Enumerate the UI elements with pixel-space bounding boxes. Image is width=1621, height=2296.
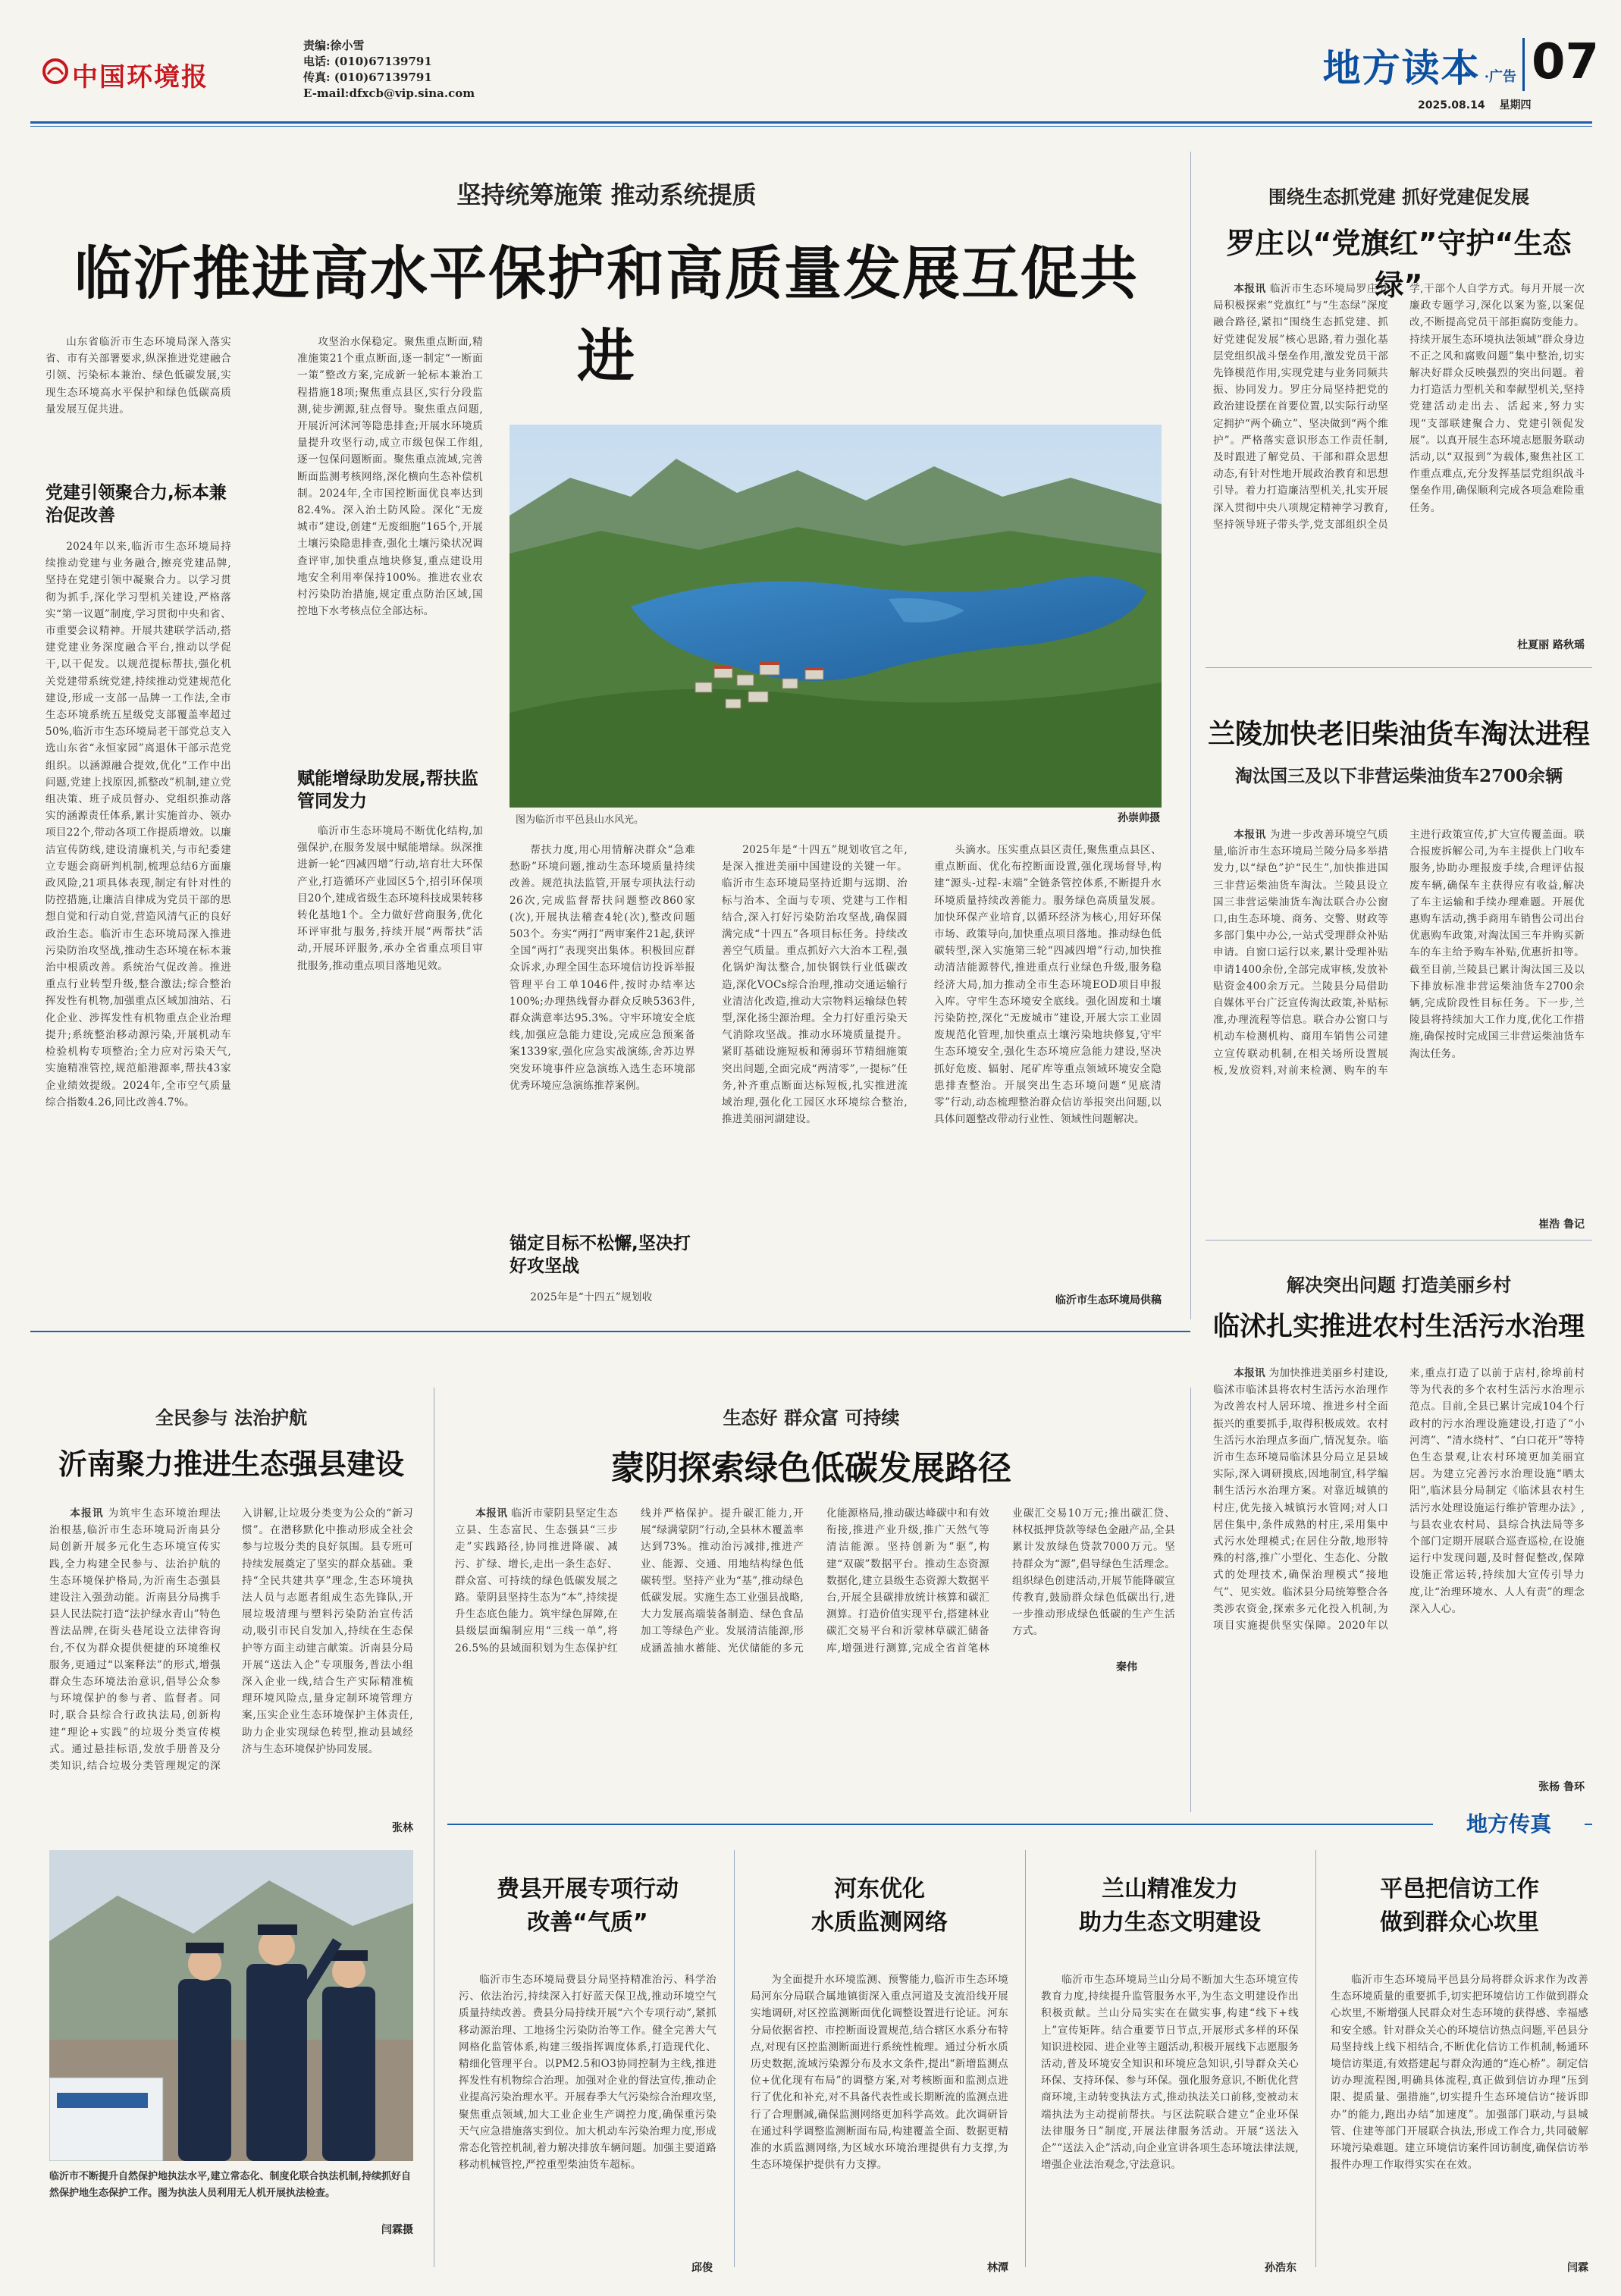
story-e-lead: 本报讯 [475, 1507, 508, 1520]
logo-mark-icon [42, 58, 69, 85]
lead-col1: 2024年以来,临沂市生态环境局持续推动党建与业务融合,擦亮党建品牌,坚持在党建引领中凝聚合力。以学习贯彻为抓手,深化学习型机关建设,严格落实“第一议题”制度,学习贯彻中央和省、市重要会议精神。开展共建联学活动,搭建党建业务深度融合平台,推动以学促干,以干促发。以规范提标帮扶,强化机关党建带系统党建,持续推动党建规范化建设,形成一支部一品牌一工作法,全市生态环境系统五星级党支部覆盖率超过50%,临沂市生态环境局老干部党总支入选山东省“永恒家园”离退休干部示范党组织。以涵源融合提效,优化“工作中出问题,党建上找原因,抓整改”机制,建立党组决策、班子成员督办、党组织推动落实的涵源责任体系,累计实施首办、领办项目22个,带动各项工作提质增效。以廉洁宣传防线,建设清廉机关,与市纪委建立专题会商研判机制,梳理总结6方面廉政风险,21项具体表现,制定有针对性的防控措施,让廉洁自律成为党员干部的思想自觉和行动自觉,营造风清气正的良好政治生态。临沂市生态环境局深入推进污染防治攻坚战,推动生态环境在标本兼治中根质改善。系统治气促改善。推进重点行业转型升级,整合激法;综合整治挥发性有机物,加强重点区域加油站、石化企业、涉挥发性有机物重点企业治理提升;系统整治移动源污染,开展机动车检验机构专项整治;全力应对污染天气,实施精准管控,规范船港源率,帮扶43家企业绩效提级。2024年,全市空气质量综合指数4.26,同比改善4.7%。 [45, 541, 231, 1109]
masthead-rule [30, 121, 1592, 124]
lead-col3b: 2025年是“十四五”规划收官之年,是深入推进美丽中国建设的关键一年。临沂市生态环境局坚持近期与远期、治标与治本、全面与专项、党建与工作相结合,深入打好污染防治攻坚战,确保圆满完成“十四五”各项目标任务。持续改善空气质量。重点抓好六大治本工程,强化锅炉淘汰整合,加快钢铁行业低碳改造,深化VOCs综合治理,推动交通运输行业清洁化改造,推动大宗物料运输绿色转型,深化扬尘源治理。全力打好重污染天气消除攻坚战。推动水环境质量提升。紧盯基础设施短板和薄弱环节精细施策突出问题,全面完成“两清零”,一提标”任务,补齐重点断面达标短板,扎实推进流域治理,强化化工园区水环境综合整治,推进美丽河湖建设。 [722, 844, 908, 1126]
story-a-title: 罗庄以“党旗红”守护“生态绿” [1226, 227, 1572, 302]
brief-3-title-line2: 助力生态文明建设 [1079, 1909, 1261, 1936]
story-d-photo-caption: 临沂市不断提升自然保护地执法水平,建立常态化、制度化联合执法机制,持续抓好自然保护地生态保护工作。图为执法人员利用无人机开展执法检查。 [49, 2171, 412, 2199]
brief-2-body: 为全面提升水环境监测、预警能力,临沂市生态环境局河东分局联合属地镇街深入重点河道及支流沿线开展实地调研,对区控监测断面优化调整设置进行论证。河东分局依据省控、市控断面设置规范,结合辖区水系分布特点,对现有区控监测断面进行系统性梳理。通过分析水质历史数据,流域污染源分布及水文条件,提出“新增监测点位+优化现有布局”的调整方案,对考核断面和监测点进行了优化和补充,对不具备代表性或长期断流的监测点进行了合理删减,确保监测网络更加科学高效。此次调研旨在通过科学调整监测断面布局,构建覆盖全面、数据更精准的水质监测网络,为区域水环境治理提供有力支撑,为生态环境保护提供有力支撑。 [751, 1974, 1008, 2172]
section-tag: ·广告 [1484, 69, 1516, 85]
story-a-lead: 本报讯 [1234, 283, 1266, 295]
story-d-text: 为筑牢生态环境治理法治根基,临沂市生态环境局沂南县分局创新开展多元化生态环境宣传实践,全力构建全民参与、法治护航的生态环境保护格局,为沂南生态强县建设注入强劲动能。沂南县分局携手县人民法院打造“法护绿水青山”特色普法品牌,在街头巷尾设立法律咨询台,不仅为群众提供便捷的环境维权服务,更通过“以案释法”的形式,增强群众生态环境法治意识,倡导公众参与环境保护的参与者、监督者。同时,联合县综合行政执法局,创新构建“理论+实践”的垃圾分类宣传模式。通过悬挂标语,发放手册普及分类知识,结合垃圾分类管理规定的深入讲解,让垃圾分类变为公众的“新习惯”。在潜移默化中推动形成全社会参与垃圾分类的良好氛围。县专班可持续发展奠定了坚实的群众基础。秉持“全民共建共享”理念,生态环境执法人员与志愿者组成生态先锋队,开展垃圾清理与塑料污染防治宣传活动,吸引市民自发加入,持续在生态保护等方面主动建言献策。沂南县分局开展“送法入企”专项服务,普法小组深入企业一线,结合生产实际精准梳理环境风险点,量身定制环境管理方案,压实企业生态环境保护主体责任,助力企业实现绿色转型,推动县域经济与生态环境保护协同发展。 [49, 1507, 413, 1773]
story-d-photo [49, 1850, 413, 2161]
story-a-byline: 杜夏丽 路秋瑶 [1517, 639, 1585, 651]
lead-kicker: 坚持统筹施策 推动系统提质 [456, 180, 757, 209]
story-e-title: 蒙阴探索绿色低碳发展路径 [611, 1449, 1011, 1488]
section-title [1243, 38, 1516, 91]
lead-subhead-1: 党建引领聚合力,标本兼治促改善 [45, 483, 227, 525]
brief-1-title-line2: 改善“气质” [527, 1909, 648, 1936]
section-name: 地方读本 [1322, 46, 1481, 90]
lead-photo [510, 425, 1162, 808]
issue-date [1418, 97, 1531, 112]
brief-divider-3 [1315, 1850, 1316, 2267]
brief-3-title [1037, 1873, 1303, 1940]
brief-label-text: 地方传真 [1466, 1811, 1551, 1836]
brief-2-title-line1: 河东优化 [834, 1876, 925, 1902]
masthead-contact [303, 38, 475, 102]
brief-4-title-line2: 做到群众心坎里 [1380, 1909, 1539, 1936]
weekday-text: 星期四 [1499, 99, 1532, 111]
brief-3-byline: 孙浩东 [1265, 2262, 1296, 2274]
lead-title: 临沂推进高水平保护和高质量发展互促共进 [74, 240, 1139, 390]
story-d-photo-credit: 闫霖摄 [381, 2224, 413, 2236]
officers-image [49, 1850, 413, 2161]
story-a-body [1213, 281, 1585, 637]
fax-line: 传真: (010)67139791 [303, 71, 432, 84]
brief-1-byline: 邱俊 [691, 2262, 713, 2274]
brief-4-body: 临沂市生态环境局平邑县分局将群众诉求作为改善生态环境质量的重要抓手,切实把环境信访工作做到群众心坎里,不断增强人民群众对生态环境的获得感、幸福感和安全感。针对群众关心的环境信访热点问题,平邑县分局坚持线上线下相结合,不断优化信访工作机制,畅通环境信访渠道,有效搭建起与群众沟通的“连心桥”。制定信访办理流程图,明确具体流程,真正做到信访办理“压到限、提质量、强措施”,切实提升生态环境信访“接诉即办”的能力,跑出办结“加速度”。加强部门联动,与县城管、住建等部门开展联合执法,形成工作合力,共同破解环境污染难题。建立环境信访案件回访制度,确保信访举报件办理工作取得实实在在效。 [1331, 1974, 1588, 2172]
lead-photo-caption: 图为临沂市平邑县山水风光。 [516, 814, 644, 826]
lead-intro: 山东省临沂市生态环境局深入落实省、市有关部署要求,纵深推进党建融合引领、污染标本兼治、绿色低碳发展,实现生态环境高水平保护和绿色低碳高质量发展互促共进。 [45, 336, 231, 416]
story-b-title: 兰陵加快老旧柴油货车淘汰进程 [1207, 719, 1590, 750]
story-e-byline: 秦伟 [1116, 1661, 1137, 1673]
lead-col2b: 临沂市生态环境局不断优化结构,加强保护,在服务发展中赋能增绿。纵深推进新一轮“四减四增”行动,培育壮大环保产业,打造循环产业园区5个,招引环保项目20个,建成省级生态环境科技成果转移转化基地1个。全力做好营商服务,优化环评审批与服务,持续开展“两帮扶”活动,开展环评服务,承办全省重点项目审批服务,推动重点项目落地见效。 [297, 825, 483, 972]
brief-rule [447, 1824, 1592, 1825]
story-c-byline: 张杨 鲁环 [1538, 1781, 1585, 1793]
lead-subhead-3: 锚定目标不松懈,坚决打好攻坚战 [510, 1234, 691, 1276]
brief-divider-2 [1025, 1850, 1026, 2267]
story-a-kicker: 围绕生态抓党建 抓好党建促发展 [1268, 187, 1530, 208]
story-d-kicker: 全民参与 法治护航 [155, 1407, 308, 1429]
column-divider-right [1190, 152, 1191, 1319]
brief-1-title [455, 1873, 720, 1940]
brief-2-title-line2: 水质监测网络 [811, 1909, 948, 1936]
date-text: 2025.08.14 [1418, 99, 1485, 111]
paper-name: 中国环境报 [72, 62, 209, 93]
lead-col3b-start: 2025年是“十四五”规划收 [530, 1291, 653, 1303]
story-e-text: 临沂市蒙阴县坚定生态立县、生态富民、生态强县“三步走”实践路径,协同推进降碳、减污、扩绿、增长,走出一条生态好、群众富、可持续的绿色低碳发展之路。蒙阴县坚持生态为“本”,持续提升生态底色能力。筑牢绿色屏障,在县级层面编制应用“三线一单”,将26.5%的县域面积划为生态保护红线并严格保护。提升碳汇能力,开展“绿满蒙阴”行动,全县林木覆盖率达到73%。推动治污减排,推进产业、能源、交通、用地结构绿色低碳转型。坚持产业为“基”,推动绿色低碳发展。实施生态工业强县战略,大力发展高端装备制造、绿色食品加工等绿色产业。发展清洁能源,形成涵盖抽水蓄能、光伏储能的多元化能源格局,推动碳达峰碳中和有效衔接,推进产业升级,推广天然气等清洁能源。坚持创新为“驱”,构建“双碳”数据平台。推动生态资源数据化,建立县级生态资源大数据平台,开展全县碳排放统计核算和碳汇测算。打造价值实现平台,搭建林业碳汇交易平台和沂蒙林草碳汇储备库,增强进行测算,完成全省首笔林业碳汇交易10万元;推出碳汇贷、林权抵押贷款等绿色金融产品,全县累计发放绿色贷款7000万元。坚持群众为“源”,倡导绿色生活理念。组织绿色创建活动,开展节能降碳宣传教育,鼓励群众绿色低碳出行,进一步推动形成绿色低碳的生产生活方式。 [455, 1507, 1175, 1655]
brief-2-title [747, 1873, 1012, 1940]
story-c-kicker: 解决突出问题 打造美丽乡村 [1286, 1275, 1512, 1296]
story-b-body [1213, 826, 1585, 1213]
brief-1-body: 临沂市生态环境局费县分局坚持精准治污、科学治污、依法治污,持续深入打好蓝天保卫战,推动环境空气质量持续改善。费县分局持续开展“六个专项行动”,紧抓移动源治理、工地扬尘污染防治等工作。健全完善大气网格化监管体系,构建三级指挥调度体系,打造现代化、精细化管理平台。以PM2.5和O3协同控制为主线,推进挥发性有机物综合治理。加强对企业的督法宣传,推动企业提高污染治理水平。开展春季大气污染综合治理攻坚,聚焦重点领域,加大工业企业生产调控力度,确保重污染天气应急措施落实到位。加大机动车污染治理力度,形成常态化管控机制,着力解决排放车辆问题。加强主要道路移动机械管控,严控重型柴油货车超标。 [459, 1974, 716, 2172]
brief-3-title-line1: 兰山精准发力 [1102, 1876, 1238, 1902]
story-e-body [455, 1505, 1175, 1763]
story-c-text: 为加快推进美丽乡村建设,临沭市临沭县将农村生活污水治理作为改善农村人居环境、推进乡村全面振兴的重要抓手,取得积极成效。农村生活污水治理点多面广,情况复杂。临沂市生态环境局临沭县分局立足县域实际,深入调研摸底,因地制宜,科学编制生活污水治理方案。对靠近城镇的村庄,优先接入城镇污水管网;对人口居住集中,条件成熟的村庄,采用集中式污水处理模式;在居住分散,地形特殊的村落,推广小型化、生态化、分散式的处理技术,确保治理模式“接地气”、见实效。临沭县分局统筹整合各类涉农资金,探索多元化投入机制,为项目实施提供坚实保障。2020年以来,重点打造了以前于店村,徐埠前村等为代表的多个农村生活污水治理示范点。目前,全县已累计完成104个行政村的污水治理设施建设,打造了“小河湾”、“清水绕村”、“白口花开”等特色生态景观,让农村环境更加美丽宜居。为建立完善污水治理设施“晒太阳”,临沭县分局制定《临沭县农村生活污水处理设施运行维护管理办法》,与县农业农村局、县综合执法局等多个部门定期开展联合巡查巡检,在设施运行中发现问题,及时督促整改,保障设施正常运转,持续加大宣传引导力度,让“治理环境水、人人有责”的理念深入人心。 [1213, 1367, 1585, 1633]
brief-4-title [1327, 1873, 1592, 1940]
story-c-title: 临沭扎实推进农村生活污水治理 [1212, 1312, 1585, 1342]
brief-4-title-line1: 平邑把信访工作 [1380, 1876, 1539, 1902]
masthead-logo [42, 53, 224, 91]
right-column-divider [1190, 1388, 1191, 1812]
story-b-byline: 崔浩 鲁记 [1538, 1219, 1585, 1231]
brief-1-title-line1: 费县开展专项行动 [497, 1876, 679, 1902]
brief-4-byline: 闫霖 [1567, 2262, 1588, 2274]
brief-2-byline: 林潭 [987, 2262, 1008, 2274]
story-d-lead: 本报讯 [70, 1507, 104, 1520]
story-b-text: 为进一步改善环境空气质量,临沂市生态环境局兰陵分局多举措发力,以“绿色”护“民生”,加快推进国三非营运柴油货车淘汰。兰陵县设立国三非营运柴油货车淘汰联合办公窗口,由生态环境、商务、交警、财政等多部门集中办公,一站式受理群众补贴申请。自窗口运行以来,累计受理补贴申请1400余份,全部完成审核,发放补贴资金400余万元。兰陵县分局借助自媒体平台广泛宣传淘汰政策,补贴标准,办理流程等信息。联合办公窗口与机动车检测机构、商用车销售公司建立宣传联动机制,在相关场所设置展板,发放资料,对前来检测、购车的车主进行政策宣传,扩大宣传覆盖面。联合报废拆解公司,为车主提供上门收车服务,协助办理报废手续,合理评估报废车辆,确保车主获得应有收益,解决了车主运输和手续办理难题。开展优惠购车活动,携手商用车销售公司出台优惠购车政策,对淘汰国三车并购买新车的车主给予购车补贴,优惠折扣等。截至目前,兰陵县已累计淘汰国三及以下排放标准非营运柴油货车2700余辆,完成阶段性目标任务。下一步,兰陵县将持续加大工作力度,优化工作措施,确保按时完成国三非营运柴油货车淘汰任务。 [1213, 829, 1585, 1077]
story-b-lead: 本报讯 [1234, 829, 1266, 841]
lead-byline: 临沂市生态环境局供稿 [1055, 1294, 1162, 1306]
lead-subhead-2: 赋能增绿助发展,帮扶监管同发力 [297, 769, 478, 811]
page-number-divider [1522, 38, 1525, 91]
lead-photo-credit: 孙崇帅摄 [1118, 812, 1160, 824]
story-d-body [49, 1505, 413, 1816]
story-a-rule [1206, 667, 1592, 668]
masthead-rule-thin [30, 126, 1592, 127]
lead-col3: 帮扶力度,用心用情解决群众“急难愁盼”环境问题,推动生态环境质量持续改善。规范执法监管,开展专项执法行动26次,完成监督帮扶问题整改860家(次),开展执法稽查4轮(次),整改问题503个。夯实“两打”两审案件21起,获评全国“两打”表现突出集体。积极回应群众诉求,办理全国生态环境信访投诉举报管理平台工单1046件,按时办结率达100%;办理热线督办群众反映5363件,群众满意率达95.3%。守牢环境安全底线,加强应急能力建设,完成应急预案备案1339家,强化应急实战演练,舍苏边界突发环境事件应急演练入选生态环境部优秀环境应急演练推荐案例。 [510, 844, 695, 1092]
brief-3-body: 临沂市生态环境局兰山分局不断加大生态环境宣传教育力度,持续提升监管服务水平,为生态文明建设作出积极贡献。兰山分局实实在在做实事,构建“线下+线上”宣传矩阵。结合重要节日节点,开展形式多样的环保知识进校园、进企业等主题活动,积极开展线下志愿服务活动,普及环境安全知识和环境应急知识,引导群众关心环保、支持环保、参与环保。强化服务意识,不断优化营商环境,主动转变执法方式,推动执法关口前移,变被动末端执法为主动提前帮扶。与区法院联合建立“企业环保法律服务日”制度,开展法律服务活动。开展“送法入企”“送法入企”活动,向企业宣讲各项生态环境法律法规,增强企业法治观念,守法意识。 [1041, 1974, 1299, 2172]
landscape-image [510, 425, 1162, 808]
story-a-text: 临沂市生态环境局罗庄分局积极探索“党旗红”与“生态绿”深度融合路径,紧扣“围绕生态抓党建、抓好党建促发展”核心思路,着力强化基层党组织战斗堡垒作用,激发党员干部先锋模范作用,实现党建与业务同频共振、协同发力。罗庄分局坚持把党的政治建设摆在首要位置,以实际行动坚定拥护“两个确立”、坚决做到“两个维护”。严格落实意识形态工作责任制,及时跟进了解党员、干部和群众思想动态,有针对性地开展政治教育和思想引导。着力打造廉洁型机关,扎实开展深入贯彻中央八项规定精神学习教育,坚持领导班子带头学,党支部组织全员学,干部个人自学方式。每月开展一次廉政专题学习,深化以案为鉴,以案促改,不断提高党员干部拒腐防变能力。持续开展生态环境执法领域“群众身边不正之风和腐败问题”集中整治,切实解决好群众反映强烈的突出问题。着力打造活力型机关和奉献型机关,坚持党建活动走出去、活起来,努力实现“支部联建聚合力、党建引领促发展”。以真开展生态环境志愿服务联动活动,以“双报到”为载体,聚焦社区工作重点难点,充分发挥基层党组织战斗堡垒作用,确保顺利完成各项急难险重任务。 [1213, 283, 1585, 531]
page-number: 07 [1532, 34, 1600, 90]
brief-divider-1 [734, 1850, 735, 2267]
brief-section-label [1433, 1808, 1585, 1840]
story-b-rule [1206, 1240, 1592, 1241]
email-line: E-mail:dfxcb@vip.sina.com [303, 86, 475, 100]
phone-line: 电话: (010)67139791 [303, 55, 432, 68]
story-d-byline: 张林 [392, 1822, 413, 1834]
story-d-title: 沂南聚力推进生态强县建设 [58, 1448, 404, 1481]
story-e-kicker: 生态好 群众富 可持续 [723, 1407, 900, 1429]
story-c-body [1213, 1365, 1585, 1774]
story-b-subtitle: 淘汰国三及以下非营运柴油货车2700余辆 [1234, 766, 1563, 786]
editor-line: 责编:徐小雪 [303, 39, 365, 52]
lead-bottom-rule [30, 1331, 1190, 1332]
lead-col2: 攻坚治水保稳定。聚焦重点断面,精准施策21个重点断面,逐一制定“一断面一策”整改方案,完成新一轮标本兼治工程措施18项;聚焦重点县区,实行分段监测,徒步溯源,驻点督导。聚焦重点问题,开展沂河沭河等隐患排查;开展水环境质量提升攻坚行动,成立市级包保工作组,逐一包保问题断面。聚焦重点流域,完善断面监测考核网络,深化横向生态补偿机制。2024年,全市国控断面优良率达到82.4%。深入治土防风险。深化“无废城市”建设,创建“无废细胞”165个,开展土壤污染隐患排查,强化土壤污染状况调查评审,加快重点地块修复,重点建设用地安全利用率保持100%。推进农业农村污染防治措施,规定重点防治区域,国控地下水考核点位全部达标。 [297, 336, 483, 618]
lead-col4: 头滴水。压实重点县区责任,聚焦重点县区、重点断面、优化布控断面设置,强化现场督导,构建“源头-过程-末端”全链条管控体系,不断提升水环境质量持续改善能力。服务绿色高质量发展。加快环保产业培育,以循环经济为核心,用好环保市场、政策导向,加快重点项目落地。推动绿色低碳转型,深入实施第三轮“四减四增”行动,加快推动清洁能源替代,推进重点行业绿色升级,服务稳经济大局,加力推动全市生态环境EOD项目申报入库。守牢生态环境安全底线。强化固废和土壤污染防控,深化“无废城市”建设,开展大宗工业固废规范化管理,加快重点土壤污染地块修复,守牢生态环境安全,强化生态环境应急能力建设,坚决抓好危废、辐射、尾矿库等重点领域环境安全隐患排查整治。开展突出生态环境问题“见底清零”行动,动态梳理整治群众信访举报突出问题,以具体问题整改带动行业性、领域性问题解决。 [934, 844, 1162, 1126]
story-c-lead: 本报讯 [1234, 1367, 1265, 1379]
